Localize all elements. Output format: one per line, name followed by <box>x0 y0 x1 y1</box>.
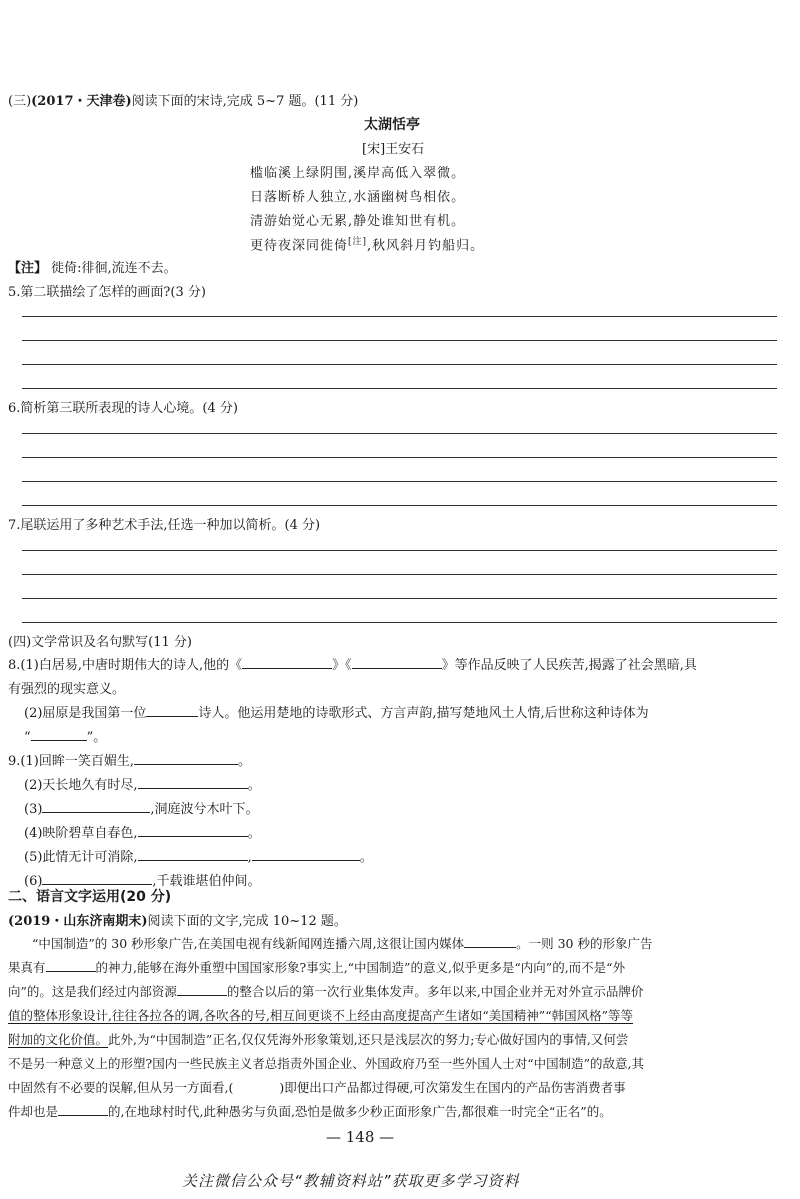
answer-line[interactable] <box>22 316 777 317</box>
blank-input[interactable] <box>464 935 516 948</box>
answer-line[interactable] <box>22 457 777 458</box>
answer-line[interactable] <box>22 364 777 365</box>
answer-line[interactable] <box>22 622 777 623</box>
blank-input[interactable] <box>138 776 248 789</box>
passage-line-7: 中固然有不必要的误解,但从另一方面看,( )即便出口产品都过得硬,可次第发生在国内的产品伤害消费者事 <box>8 1080 626 1095</box>
passage-line-4: 值的整体形象设计,往往各拉各的调,各吹各的号,相互间更谈不上经由高度提高产生诸如“美国精神”“韩国风格”等等 <box>8 1008 633 1023</box>
question-9-3: (3) ,洞庭波兮木叶下。 <box>24 802 259 817</box>
answer-line[interactable] <box>22 433 777 434</box>
footer-note: 关注微信公众号“教辅资料站”获取更多学习资料 <box>182 1172 520 1190</box>
question-6: 6.简析第三联所表现的诗人心境。(4 分) <box>8 401 238 416</box>
section4-header: (四)文学常识及名句默写(11 分) <box>8 635 192 650</box>
blank-input[interactable] <box>42 872 152 885</box>
passage-line-3: 向”的。这是我们经过内部资源 的整合以后的第一次行业集体发声。多年以来,中国企业并无对外宣示品牌价 <box>8 984 644 999</box>
passage-line-8: 件却也是 的,在地球村时代,此种愚劣与负面,恐怕是做多少秒正面形象广告,都很难一时完全“正名”的。 <box>8 1104 612 1119</box>
question-7: 7.尾联运用了多种艺术手法,任选一种加以简析。(4 分) <box>8 518 321 533</box>
answer-line[interactable] <box>22 574 777 575</box>
passage-line-2: 果真有 的神力,能够在海外重塑中国国家形象?事实上,“中国制造”的意义,似乎更多是“内向”的,而不是“外 <box>8 960 626 975</box>
answer-line[interactable] <box>22 598 777 599</box>
poem-title: 太湖恬亭 <box>364 117 420 133</box>
answer-line[interactable] <box>22 481 777 482</box>
answer-line[interactable] <box>22 505 777 506</box>
passage-line-5: 附加的文化价值。此外,为“中国制造”正名,仅仅凭海外形象策划,还只是浅层次的努力;专心做好国内的事情,又何尝 <box>8 1032 629 1047</box>
question-8-1: 8.(1)白居易,中唐时期伟大的诗人,他的《 》《 》等作品反映了人民疾苦,揭露了社会黑暗,具 <box>8 658 697 673</box>
page-number: — 148 — <box>326 1128 395 1146</box>
question-8-2-cont: “ ”。 <box>24 730 107 745</box>
poem-line-2: 日落断桥人独立,水涵幽树鸟相依。 <box>250 190 466 205</box>
poem-line-1: 槛临溪上绿阴围,溪岸高低入翠微。 <box>250 166 466 181</box>
passage-line-1: “中国制造”的 30 秒形象广告,在美国电视有线新闻网连播六周,这很让国内媒体 。一则 30 秒的形象广告 <box>32 936 653 951</box>
blank-input[interactable] <box>134 752 238 765</box>
poem-line-4: 更待夜深同徙倚[注],秋风斜月钓船归。 <box>250 237 485 254</box>
question-9-5: (5)此情无计可消除, , 。 <box>24 850 373 865</box>
question-9-4: (4)映阶碧草自春色, 。 <box>24 826 261 841</box>
question-8-2: (2)屈原是我国第一位 诗人。他运用楚地的诗歌形式、方言声韵,描写楚地风土人情,后世称这种诗体为 <box>24 706 649 721</box>
blank-input[interactable] <box>242 656 332 669</box>
part2-source: (2019・山东济南期末)阅读下面的文字,完成 10~12 题。 <box>8 914 347 929</box>
answer-line[interactable] <box>22 340 777 341</box>
blank-input[interactable] <box>31 728 87 741</box>
blank-input[interactable] <box>138 848 248 861</box>
poem-line-3: 清游始觉心无累,静处谁知世有机。 <box>250 214 466 229</box>
blank-input[interactable] <box>42 800 150 813</box>
answer-line[interactable] <box>22 550 777 551</box>
part2-header: 二、语言文字运用(20 分) <box>8 889 172 905</box>
blank-input[interactable] <box>177 983 227 996</box>
poem-note: 【注】 徙倚:徘徊,流连不去。 <box>8 261 177 276</box>
question-9-1: 9.(1)回眸一笑百媚生, 。 <box>8 754 251 769</box>
question-8-1-cont: 有强烈的现实意义。 <box>8 682 126 697</box>
blank-input[interactable] <box>58 1103 108 1116</box>
blank-input[interactable] <box>46 959 96 972</box>
blank-input[interactable] <box>146 704 198 717</box>
question-9-2: (2)天长地久有时尽, 。 <box>24 778 261 793</box>
passage-line-6: 不是另一种意义上的形塑?国内一些民族主义者总指责外国企业、外国政府乃至一些外国人士对“中国制造”的敌意,其 <box>8 1056 644 1071</box>
answer-line[interactable] <box>22 388 777 389</box>
question-5: 5.第二联描绘了怎样的画面?(3 分) <box>8 285 206 300</box>
section3-header: (三)(2017・天津卷)阅读下面的宋诗,完成 5~7 题。(11 分) <box>8 94 359 109</box>
blank-input[interactable] <box>138 824 248 837</box>
poem-author: [宋]王安石 <box>362 142 425 157</box>
blank-input[interactable] <box>352 656 442 669</box>
blank-input[interactable] <box>252 848 360 861</box>
question-9-6: (6) ,千载谁堪伯仲间。 <box>24 874 261 889</box>
